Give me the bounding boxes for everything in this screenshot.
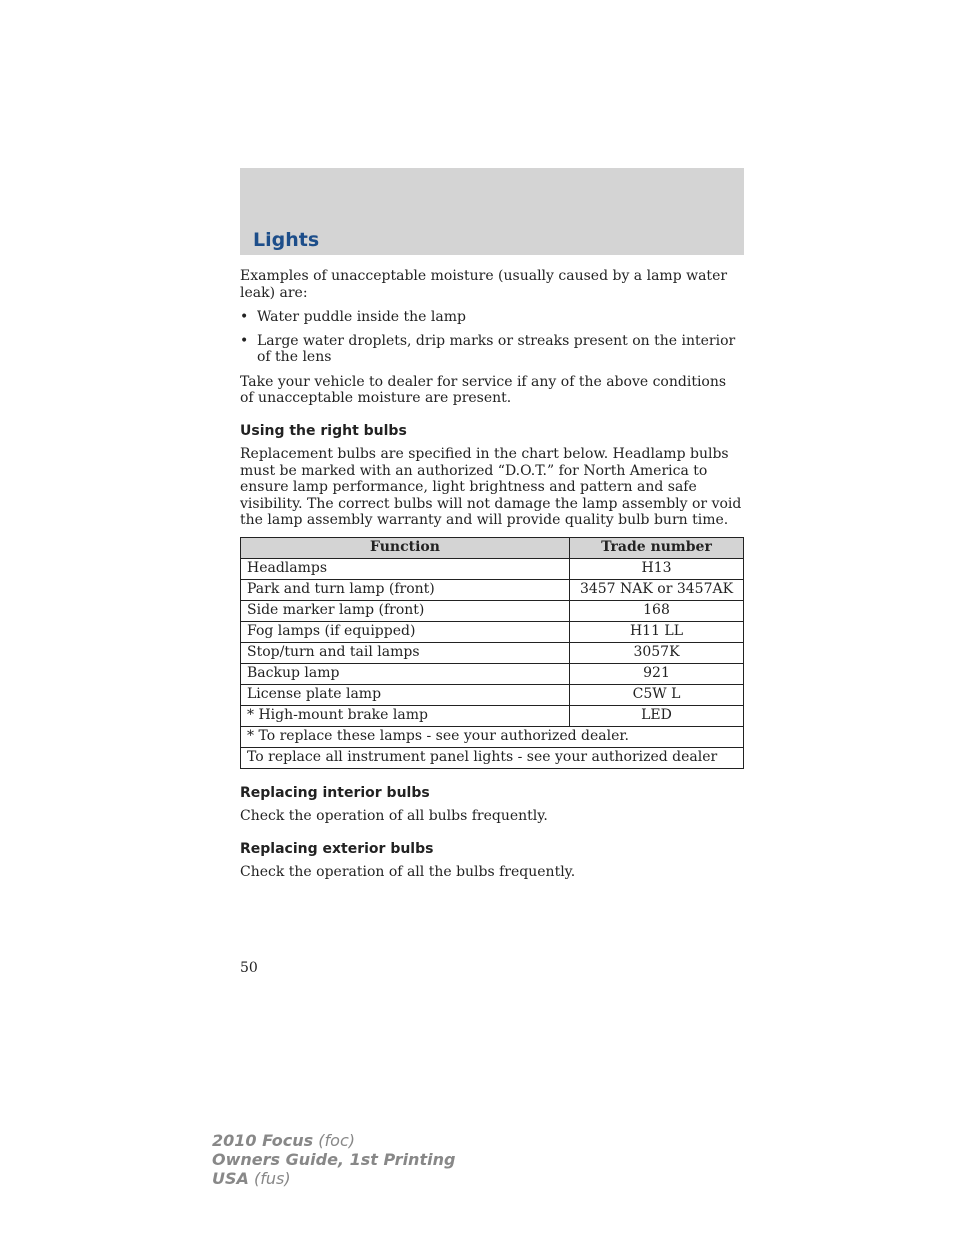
table-row [241,558,744,579]
bullet-icon: • [240,309,249,325]
intro-paragraph: Examples of unacceptable moisture (usually caused by a lamp water leak) are: [240,268,728,301]
table-note: * To replace these lamps - see your authorized dealer. [241,726,744,747]
trade-number-cell: LED [570,705,744,726]
section-title: Lights [253,229,320,251]
trade-number-cell: H13 [570,558,744,579]
advice-paragraph: Take your vehicle to dealer for service if any of the above conditions of unacceptable moisture are present. [240,373,727,406]
table-note: To replace all instrument panel lights - see your authorized dealer [241,747,744,768]
list-item: • Large water droplets, drip marks or streaks present on the interior of the lens [240,332,736,365]
trade-number-cell: C5W L [570,684,744,705]
bullet-icon: • [240,332,249,349]
bulb-table [240,537,744,769]
document-footer [212,1131,455,1188]
function-cell: Park and turn lamp (front) [241,579,570,600]
function-cell: Side marker lamp (front) [241,600,570,621]
table-row [241,600,744,621]
table-note-row [241,726,744,747]
trade-number-cell: 168 [570,600,744,621]
function-cell: Headlamps [241,558,570,579]
table-row [241,663,744,684]
list-item: • Water puddle inside the lamp [240,309,466,325]
footer-line-1: 2010 Focus (foc) [212,1131,355,1150]
table-row [241,579,744,600]
table-row [241,684,744,705]
heading-replacing-interior-bulbs: Replacing interior bulbs [240,784,430,801]
table-header-row [241,537,744,558]
column-header-function: Function [241,537,570,558]
heading-replacing-exterior-bulbs: Replacing exterior bulbs [240,840,434,857]
bulbs-paragraph: Replacement bulbs are specified in the chart below. Headlamp bulbs must be marked with an authorized “D.O.T.” for North America to ensure lamp performance, light brightness and pattern and safe visibility. The correct bulbs will not damage the lamp assembly or void the lamp assembly warranty and will provide quality bulb burn time. [240,446,742,528]
function-cell: Fog lamps (if equipped) [241,621,570,642]
trade-number-cell: 921 [570,663,744,684]
trade-number-cell: 3057K [570,642,744,663]
table-row [241,705,744,726]
table-row [241,621,744,642]
page-content [240,268,744,889]
interior-bulbs-paragraph: Check the operation of all bulbs frequently. [240,808,548,824]
exterior-bulbs-paragraph: Check the operation of all the bulbs frequently. [240,864,576,880]
page-number: 50 [240,960,258,976]
trade-number-cell: 3457 NAK or 3457AK [570,579,744,600]
function-cell: Stop/turn and tail lamps [241,642,570,663]
column-header-trade-number: Trade number [570,537,744,558]
section-header-band [240,168,744,255]
moisture-list [240,309,744,366]
footer-line-2: Owners Guide, 1st Printing [212,1150,456,1169]
function-cell: * High-mount brake lamp [241,705,570,726]
function-cell: Backup lamp [241,663,570,684]
function-cell: License plate lamp [241,684,570,705]
table-row [241,642,744,663]
trade-number-cell: H11 LL [570,621,744,642]
heading-using-right-bulbs: Using the right bulbs [240,422,407,439]
table-note-row [241,747,744,768]
footer-line-3: USA (fus) [212,1169,291,1188]
